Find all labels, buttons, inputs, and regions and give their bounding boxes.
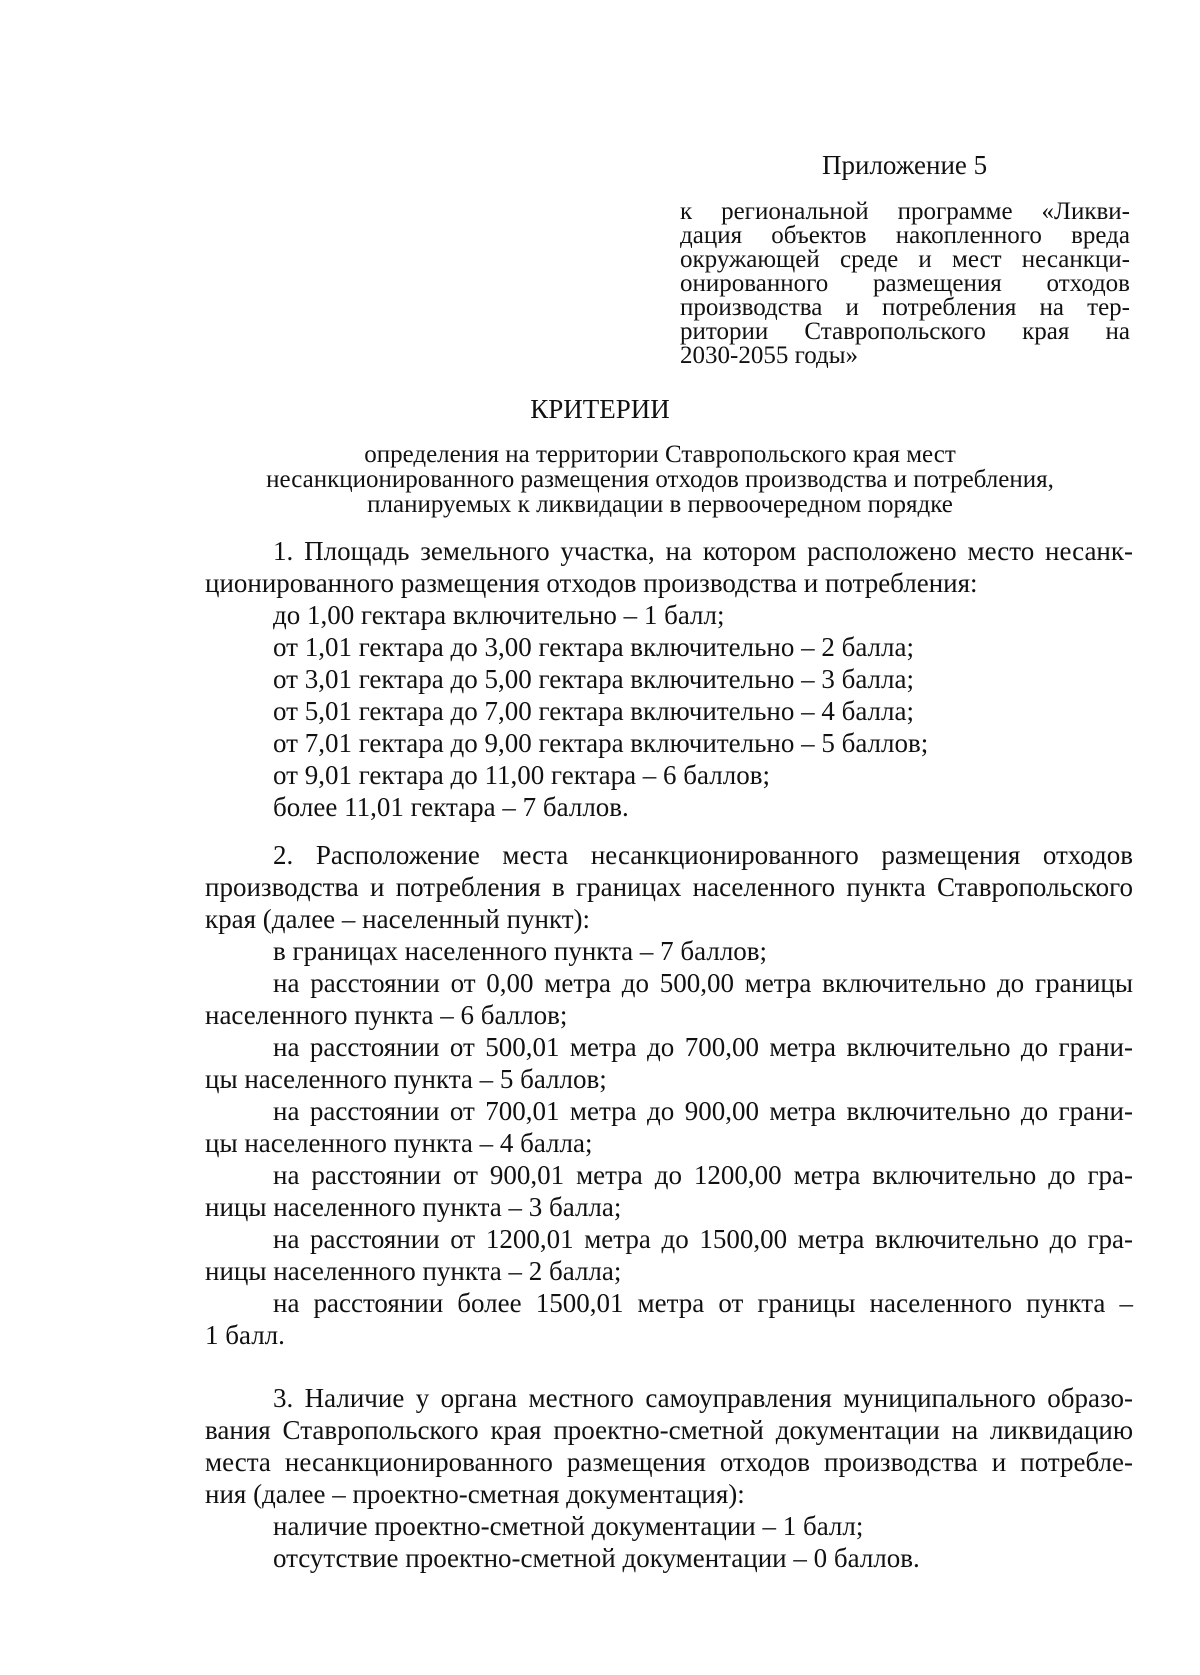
program-reference-line: окружающей среде и мест несанкци- <box>680 246 1130 273</box>
score-option: цы населенного пункта – 4 балла; <box>205 1128 593 1158</box>
criterion-heading-line: вания Ставропольского края проектно-сметной документации на ликвидацию <box>205 1415 1133 1445</box>
criterion-2-location <box>205 839 1133 1351</box>
program-reference-line: производства и потребления на тер- <box>680 294 1130 321</box>
program-reference-line: ритории Ставропольского края на <box>680 318 1130 345</box>
score-option: от 3,01 гектара до 5,00 гектара включительно – 3 балла; <box>273 664 914 694</box>
criterion-heading-line: ционированного размещения отходов производства и потребления: <box>205 568 978 598</box>
subtitle-line: определения на территории Ставропольского края мест <box>364 441 956 468</box>
score-option: ницы населенного пункта – 2 балла; <box>205 1256 622 1286</box>
score-option: отсутствие проектно-сметной документации – 0 баллов. <box>273 1543 920 1573</box>
subtitle-line: несанкционированного размещения отходов производства и потребления, <box>266 466 1054 493</box>
score-option: от 9,01 гектара до 11,00 гектара – 6 баллов; <box>273 760 770 790</box>
criterion-heading-line: 2. Расположение места несанкционированного размещения отходов <box>273 840 1133 870</box>
program-reference <box>680 200 1130 368</box>
score-option: от 7,01 гектара до 9,00 гектара включительно – 5 баллов; <box>273 728 929 758</box>
score-option: в границах населенного пункта – 7 баллов; <box>273 936 768 966</box>
score-option: на расстоянии от 900,01 метра до 1200,00 метра включительно до гра- <box>273 1160 1133 1190</box>
score-option: от 1,01 гектара до 3,00 гектара включительно – 2 балла; <box>273 632 914 662</box>
score-option: наличие проектно-сметной документации – 1 балл; <box>273 1511 864 1541</box>
criterion-3-documentation <box>205 1382 1133 1574</box>
program-reference-line: дация объектов накопленного вреда <box>680 222 1130 249</box>
score-option: 1 балл. <box>205 1320 285 1350</box>
program-reference-line: 2030-2055 годы» <box>680 342 859 369</box>
score-option: более 11,01 гектара – 7 баллов. <box>273 792 629 822</box>
program-reference-line: к региональной программе «Ликви- <box>680 198 1130 225</box>
criterion-1-area <box>205 535 1133 823</box>
score-option: на расстоянии от 0,00 метра до 500,00 метра включительно до границы <box>273 968 1133 998</box>
criterion-heading-line: производства и потребления в границах населенного пункта Ставропольского <box>205 872 1133 902</box>
score-option: на расстоянии более 1500,01 метра от границы населенного пункта – <box>273 1288 1133 1318</box>
score-option: до 1,00 гектара включительно – 1 балл; <box>273 600 725 630</box>
score-option: цы населенного пункта – 5 баллов; <box>205 1064 607 1094</box>
criterion-heading-line: края (далее – населенный пункт): <box>205 904 591 934</box>
score-option: ницы населенного пункта – 3 балла; <box>205 1192 622 1222</box>
score-option: от 5,01 гектара до 7,00 гектара включительно – 4 балла; <box>273 696 914 726</box>
subtitle-line: планируемых к ликвидации в первоочередном порядке <box>367 491 953 518</box>
document-title: КРИТЕРИИ <box>530 394 670 424</box>
criterion-heading-line: 1. Площадь земельного участка, на котором расположено место несанк- <box>273 536 1133 566</box>
score-option: на расстоянии от 700,01 метра до 900,00 метра включительно до грани- <box>273 1096 1133 1126</box>
criterion-heading-line: 3. Наличие у органа местного самоуправления муниципального образо- <box>273 1383 1133 1413</box>
appendix-label: Приложение 5 <box>822 150 988 180</box>
criterion-heading-line: ния (далее – проектно-сметная документация): <box>205 1479 745 1509</box>
document-subtitle <box>205 442 1115 517</box>
program-reference-line: онированного размещения отходов <box>680 270 1130 297</box>
score-option: на расстоянии от 500,01 метра до 700,00 метра включительно до грани- <box>273 1032 1133 1062</box>
criterion-heading-line: места несанкционированного размещения отходов производства и потребле- <box>205 1447 1133 1477</box>
score-option: населенного пункта – 6 баллов; <box>205 1000 568 1030</box>
score-option: на расстоянии от 1200,01 метра до 1500,00 метра включительно до гра- <box>273 1224 1133 1254</box>
